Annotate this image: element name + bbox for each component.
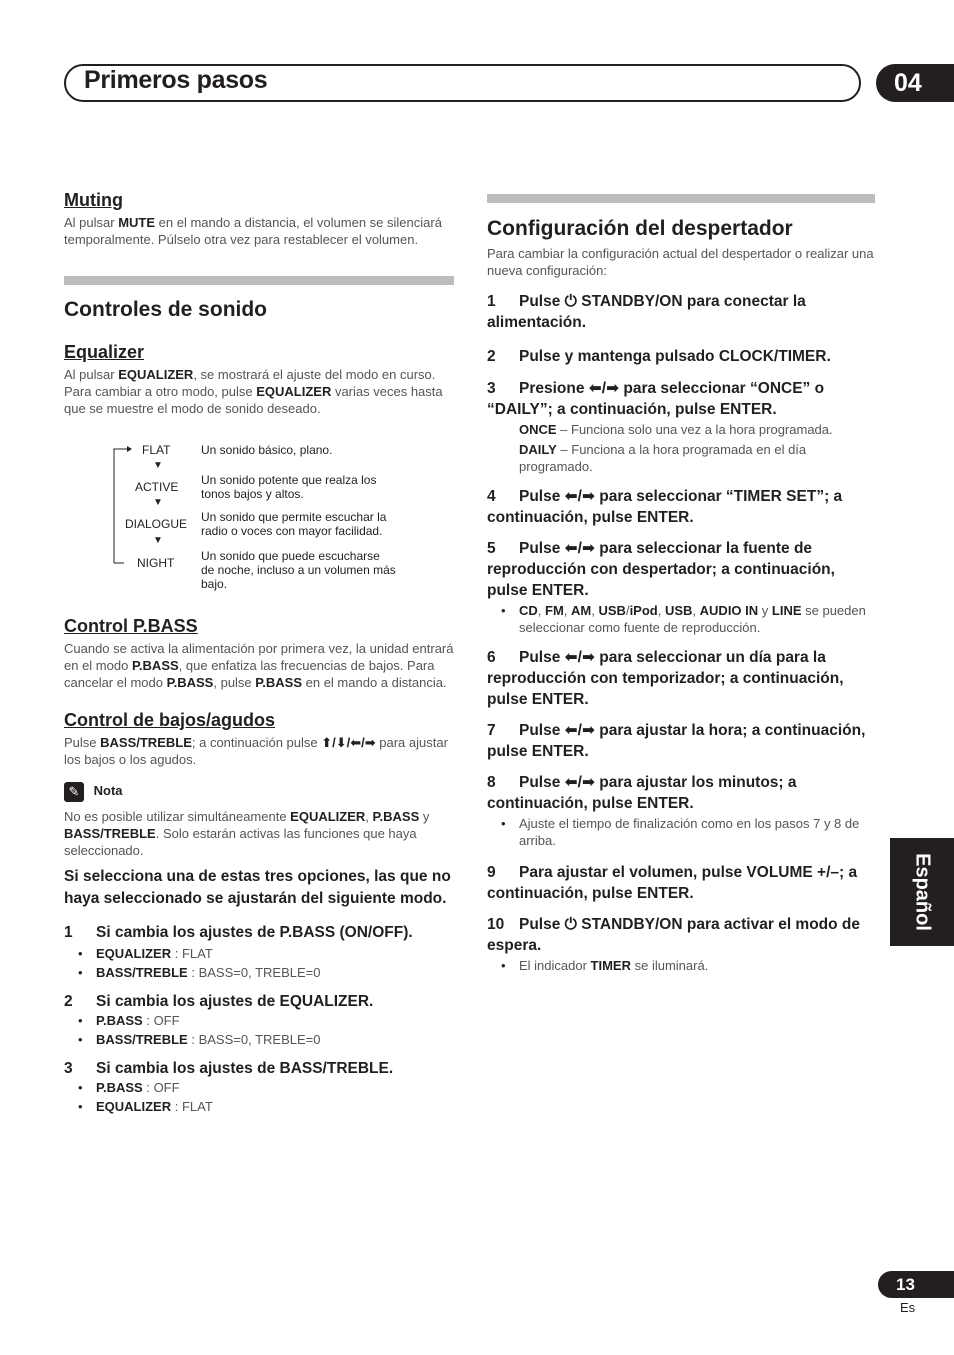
mode-night: NIGHT	[137, 556, 175, 570]
left-step-1: 1 Si cambia los ajustes de P.BASS (ON/OFF).	[64, 924, 413, 941]
muting-text: Al pulsar MUTE en el mando a distancia, el volumen se silenciará temporalmente. Púlselo otra vez para restablecer el volumen.	[64, 215, 442, 247]
nota-label: Nota	[93, 783, 123, 799]
daily-desc: DAILY – Funciona a la hora programada en el día programado.	[519, 442, 807, 474]
left-column	[64, 189, 454, 417]
mode-dialogue-desc: Un sonido que permite escuchar la radio o voces con mayor facilidad.	[201, 510, 387, 538]
right-column	[487, 194, 875, 974]
right-step-4: 4 Pulse ⬅/➡ para seleccionar “TIMER SET”; a continuación, pulse ENTER.	[487, 488, 843, 526]
down-arrow-icon: ▼	[153, 460, 163, 471]
page-language-code: Es	[900, 1300, 916, 1315]
sources-list: • CD, FM, AM, USB/iPod, USB, AUDIO IN y LINE se pueden seleccionar como fuente de reproducción.	[487, 602, 875, 636]
controles-heading: Controles de sonido	[64, 298, 268, 321]
language-label: Español	[911, 853, 934, 931]
once-desc: ONCE – Funciona solo una vez a la hora programada.	[519, 422, 833, 437]
equalizer-heading: Equalizer	[64, 342, 145, 362]
equalizer-text: Al pulsar EQUALIZER, se mostrará el ajuste del modo en curso. Para cambiar a otro modo, pulse EQUALIZER varias veces hasta que se muestre el modo de sonido deseado.	[64, 367, 443, 416]
left-step-2-item: • BASS/TREBLE : BASS=0, TREBLE=0	[64, 1031, 454, 1048]
right-step-7: 7 Pulse ⬅/➡ para ajustar la hora; a continuación, pulse ENTER.	[487, 722, 866, 760]
page-title: Primeros pasos	[84, 66, 268, 94]
left-step-2: 2 Si cambia los ajustes de EQUALIZER.	[64, 993, 374, 1010]
down-arrow-icon: ▼	[153, 497, 163, 508]
right-step-2: 2 Pulse y mantenga pulsado CLOCK/TIMER.	[487, 348, 831, 365]
left-step-3-item: • EQUALIZER : FLAT	[64, 1098, 454, 1115]
mode-flat-desc: Un sonido básico, plano.	[201, 443, 333, 457]
right-step-9: 9 Para ajustar el volumen, pulse VOLUME +/–; a continuación, pulse ENTER.	[487, 864, 858, 902]
left-step-1-item: • BASS/TREBLE : BASS=0, TREBLE=0	[64, 964, 454, 981]
page-number: 13	[878, 1271, 954, 1298]
bajos-heading: Control de bajos/agudos	[64, 710, 276, 730]
warning-text: Si selecciona una de estas tres opciones, las que no haya seleccionado se ajustarán del siguiente modo.	[64, 868, 451, 907]
right-step-6: 6 Pulse ⬅/➡ para seleccionar un día para la reproducción con temporizador; a continuación, pulse ENTER.	[487, 649, 844, 708]
right-step-10: 10 Pulse ⏻ STANDBY/ON para activar el modo de espera.	[487, 916, 861, 954]
mode-active-desc: Un sonido potente que realza los tonos bajos y altos.	[201, 473, 377, 501]
chapter-number: 04	[876, 64, 954, 102]
mode-night-desc: Un sonido que puede escucharse de noche, incluso a un volumen más bajo.	[201, 549, 396, 591]
equalizer-mode-diagram	[110, 441, 440, 591]
right-step-1: 1 Pulse ⏻ STANDBY/ON para conectar la alimentación.	[487, 293, 806, 331]
right-step-8: 8 Pulse ⬅/➡ para ajustar los minutos; a continuación, pulse ENTER.	[487, 774, 797, 812]
section-bar	[487, 194, 875, 203]
right-step-3: 3 Presione ⬅/➡ para seleccionar “ONCE” o “DAILY”; a continuación, pulse ENTER.	[487, 380, 825, 418]
nota-text: No es posible utilizar simultáneamente EQUALIZER, P.BASS y BASS/TREBLE. Solo estarán activas las funciones que haya seleccionado.	[64, 809, 430, 858]
loop-arrow-icon	[110, 441, 140, 571]
mode-active: ACTIVE	[135, 480, 179, 494]
left-step-3-item: • P.BASS : OFF	[64, 1079, 454, 1096]
right-step-5: 5 Pulse ⬅/➡ para seleccionar la fuente de reproducción con despertador; a continuación, pulse ENTER.	[487, 540, 835, 599]
left-step-2-item: • P.BASS : OFF	[64, 1012, 454, 1029]
muting-heading: Muting	[64, 190, 123, 210]
pbass-heading: Control P.BASS	[64, 616, 198, 636]
mode-flat: FLAT	[142, 443, 171, 457]
despertador-heading: Configuración del despertador	[487, 217, 793, 240]
nota-header	[64, 782, 454, 802]
language-side-tab	[890, 838, 954, 946]
step-8-note: • Ajuste el tiempo de finalización como en los pasos 7 y 8 de arriba.	[487, 815, 875, 849]
mode-dialogue: DIALOGUE	[125, 517, 188, 531]
timer-indicator-note: • El indicador TIMER se iluminará.	[487, 957, 875, 974]
down-arrow-icon: ▼	[153, 535, 163, 546]
pbass-text: Cuando se activa la alimentación por primera vez, la unidad entrará en el modo P.BASS, que enfatiza las frecuencias de bajos. Para cancelar el modo P.BASS, pulse P.BASS en el mando a distancia.	[64, 641, 454, 690]
bajos-text: Pulse BASS/TREBLE; a continuación pulse ⬆/⬇/⬅/➡ para ajustar los bajos o los agudos.	[64, 735, 448, 767]
despertador-intro: Para cambiar la configuración actual del despertador o realizar una nueva configuración:	[487, 246, 874, 278]
left-step-1-item: • EQUALIZER : FLAT	[64, 945, 454, 962]
left-column-lower	[64, 615, 454, 1115]
section-bar	[64, 276, 454, 285]
left-step-3: 3 Si cambia los ajustes de BASS/TREBLE.	[64, 1060, 394, 1077]
arrow-keys-icon: ⬆/⬇/⬅/➡	[321, 735, 376, 750]
pencil-icon: ✎	[64, 782, 84, 802]
